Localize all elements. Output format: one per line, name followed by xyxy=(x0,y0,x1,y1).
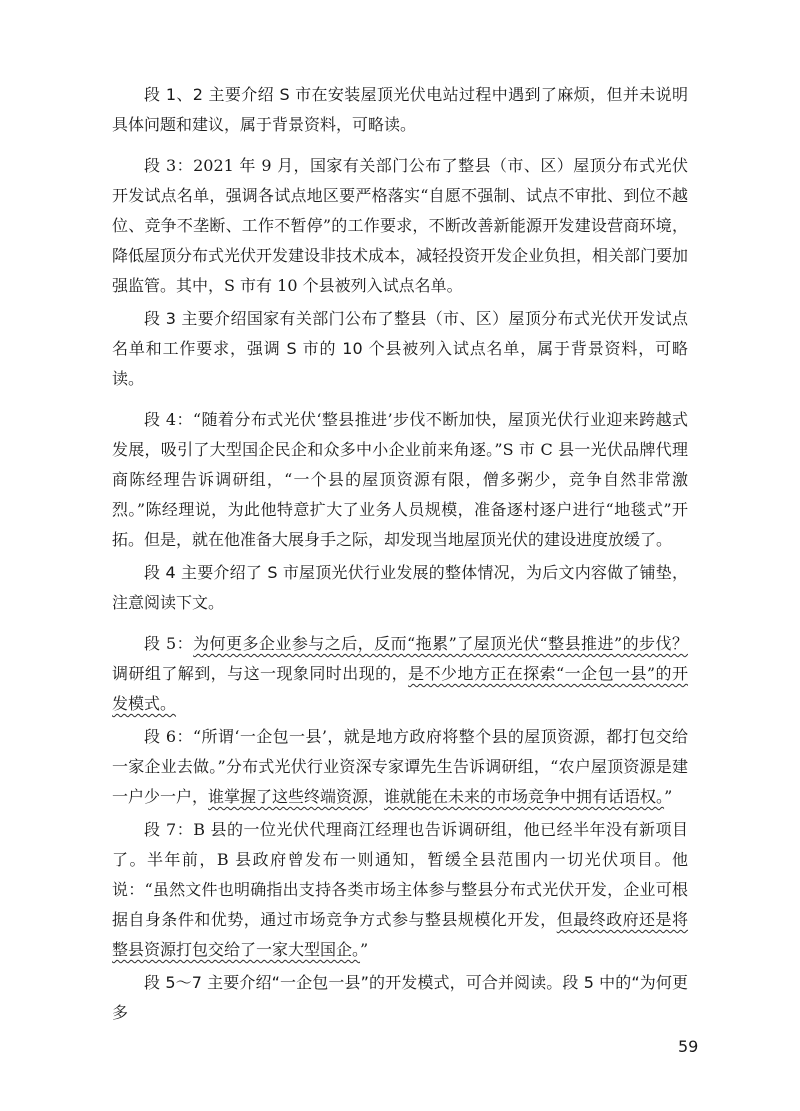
source-paragraph-6 xyxy=(112,722,688,812)
para6-tail: ” xyxy=(664,787,673,806)
analysis-note-1: 段 1、2 主要介绍 S 市在安装屋顶光伏电站过程中遇到了麻烦，但并未说明具体问题和建议，属于背景资料，可略读。 xyxy=(112,85,688,134)
para6-underlined-2: 谁就能在未来的市场竞争中拥有话语权。 xyxy=(384,787,665,806)
source-paragraph-7 xyxy=(112,815,688,965)
para6-lead: 段 6：“所谓‘一企包一县’，就是地方政府将整个县的屋顶资源，都打包交给一家企业去做。”分布式光伏行业资深专家谭先生告诉调研组，“农户屋顶资源是建一户少一户， xyxy=(112,727,688,806)
para7-tail: ” xyxy=(360,940,369,959)
source-paragraph-3: 段 3：2021 年 9 月，国家有关部门公布了整县（市、区）屋顶分布式光伏开发试点名单，强调各试点地区要严格落实“自愿不强制、试点不审批、到位不越位、竞争不垄断、工作不暂停”的工作要求，不断改善新能源开发建设营商环境，降低屋顶分布式光伏开发建设非技术成本，减轻投资开发企业负担，相关部门要加强监管。其中，S 市有 10 个县被列入试点名单。 xyxy=(112,156,689,295)
para5-lead: 段 5： xyxy=(144,634,194,653)
analysis-note-4: 段 4 主要介绍了 S 市屋顶光伏行业发展的整体情况，为后文内容做了铺垫，注意阅读下文。 xyxy=(112,563,688,612)
para6-middle: ， xyxy=(368,787,385,806)
analysis-note-3: 段 3 主要介绍国家有关部门公布了整县（市、区）屋顶分布式光伏开发试点名单和工作要求，强调 S 市的 10 个县被列入试点名单，属于背景资料，可略读。 xyxy=(112,309,688,388)
para5-underlined-question: 为何更多企业参与之后，反而“拖累”了屋顶光伏“整县推进”的步伐？ xyxy=(193,634,688,653)
para5-underlined-answer: 是不少地方正在探索“一企包一县”的开发模式。 xyxy=(112,664,688,713)
para7-underlined: 但最终政府还是将整县资源打包交给了一家大型国企。 xyxy=(112,910,688,959)
para5-middle: 调研组了解到，与这一现象同时出现的， xyxy=(112,664,409,683)
analysis-note-5-7: 段 5～7 主要介绍“一企包一县”的开发模式，可合并阅读。段 5 中的“为何更多 xyxy=(112,973,688,1022)
source-paragraph-4: 段 4：“随着分布式光伏‘整县推进’步伐不断加快，屋顶光伏行业迎来跨越式发展，吸引了大型国企民企和众多中小企业前来角逐。”S 市 C 县一光伏品牌代理商陈经理告诉调研组，“一个县的屋顶资源有限，僧多粥少，竞争自然非常激烈。”陈经理说，为此他特意扩大了业务人员规模，准备逐村逐户进行“地毯式”开拓。但是，就在他准备大展身手之际，却发现当地屋顶光伏的建设进度放缓了。 xyxy=(112,410,688,549)
source-paragraph-5 xyxy=(112,629,688,719)
page-number: 59 xyxy=(678,1037,699,1056)
page-body xyxy=(112,80,688,1028)
para7-lead: 段 7：B 县的一位光伏代理商江经理也告诉调研组，他已经半年没有新项目了。半年前，B 县政府曾发布一则通知，暂缓全县范围内一切光伏项目。他说：“虽然文件也明确指出支持各类市场主体参与整县分布式光伏开发，企业可根据自身条件和优势，通过市场竞争方式参与整县规模化开发， xyxy=(112,820,688,929)
para6-underlined-1: 谁掌握了这些终端资源 xyxy=(208,787,369,806)
